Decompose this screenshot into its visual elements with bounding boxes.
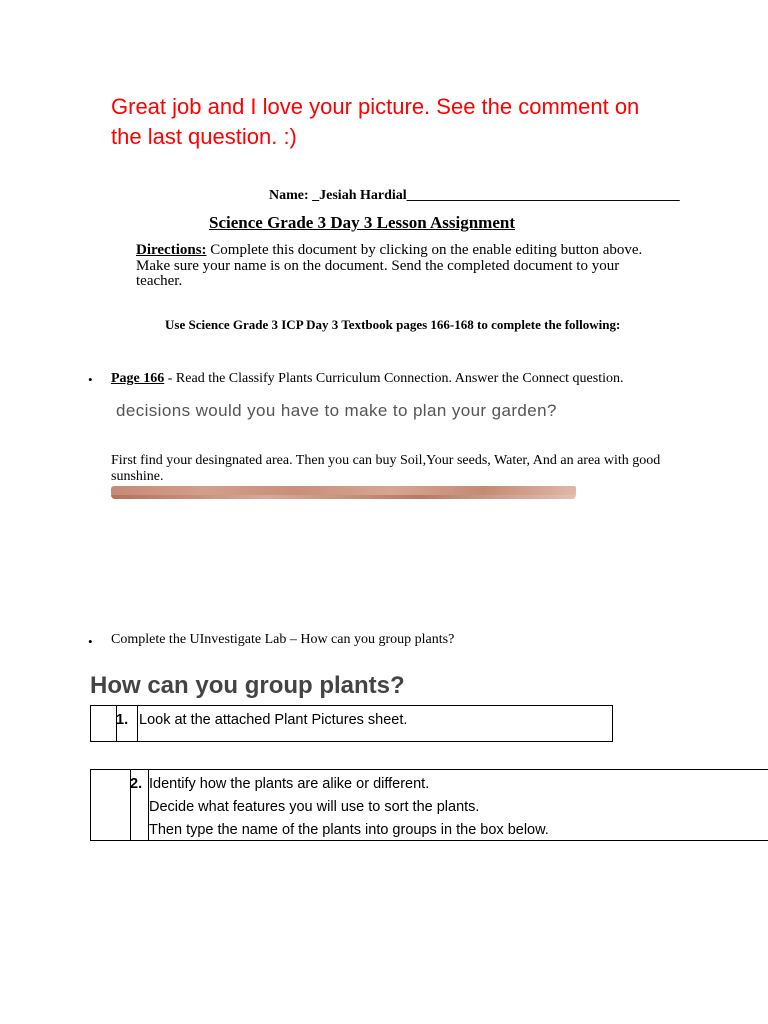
- step-text: Decide what features you will use to sort the plants.: [149, 799, 480, 815]
- directions-line-2: Make sure your name is on the document. Send the completed document to your: [136, 257, 620, 274]
- page-reference: Page 166: [111, 371, 165, 386]
- student-answer-line-1: First find your desingnated area. Then you can buy Soil,Your seeds, Water, And an area with good: [111, 453, 661, 468]
- directions-line-3: teacher.: [136, 273, 183, 289]
- step-number: 1.: [116, 712, 129, 728]
- bullet-icon: •: [88, 634, 93, 649]
- lab-step-2-box: [90, 769, 768, 841]
- directions-line-1: Complete this document by clicking on the enable editing button above.: [206, 242, 643, 258]
- cropped-question-image: [116, 404, 576, 421]
- bullet-icon: •: [88, 372, 93, 387]
- assignment-item-1: [111, 371, 623, 387]
- directions-label: Directions:: [136, 242, 207, 258]
- textbook-instruction: Use Science Grade 3 ICP Day 3 Textbook pages 166-168 to complete the following:: [165, 317, 621, 332]
- student-name-field: Name: _Jesiah Hardial_______________________________________: [269, 188, 680, 203]
- step-number: 2.: [130, 776, 143, 792]
- cropped-question-text: decisions would you have to make to plan your garden?: [116, 404, 557, 420]
- student-answer-line-2: sunshine.: [111, 469, 164, 484]
- step-text: Then type the name of the plants into groups in the box below.: [149, 822, 549, 838]
- teacher-comment-line-2: the last question. :): [111, 124, 297, 149]
- lab-heading: How can you group plants?: [90, 672, 405, 699]
- student-answer: [111, 453, 671, 485]
- directions: [136, 243, 676, 290]
- assignment-item-2: Complete the UInvestigate Lab – How can you group plants?: [111, 632, 455, 647]
- step-text: Look at the attached Plant Pictures sheet.: [139, 712, 408, 728]
- pasted-picture-strip: [111, 486, 576, 499]
- teacher-comment: [111, 92, 711, 152]
- table-divider: [137, 706, 138, 741]
- step-text: Identify how the plants are alike or different.: [149, 776, 430, 792]
- assignment-title: Science Grade 3 Day 3 Lesson Assignment: [209, 213, 515, 232]
- lab-step-1-box: [90, 705, 613, 742]
- teacher-comment-line-1: Great job and I love your picture. See the comment on: [111, 94, 640, 119]
- assignment-item-1-text: - Read the Classify Plants Curriculum Connection. Answer the Connect question.: [164, 371, 624, 386]
